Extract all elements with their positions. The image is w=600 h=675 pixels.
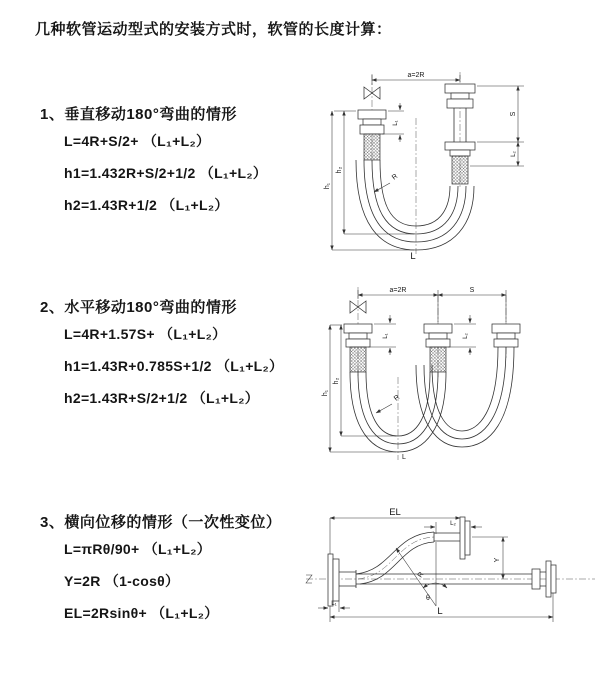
formula-line: L=πRθ/90+ （L₁+L₂）: [64, 541, 212, 557]
section-heading: 2、水平移动180°弯曲的情形: [40, 299, 237, 316]
left-flange: [328, 554, 356, 606]
formula-line: h2=1.43R+S/2+1/2 （L₁+L₂）: [64, 390, 260, 406]
formula-line: h1=1.43R+0.785S+1/2 （L₁+L₂）: [64, 358, 284, 374]
dim-label-y: Y: [494, 557, 501, 563]
diagram-vertical-180-bend: [310, 66, 600, 262]
section-vertical-movement: [40, 103, 267, 221]
section-heading: 1、垂直移动180°弯曲的情形: [40, 106, 237, 123]
dim-label-l2: L₂: [462, 333, 469, 339]
section-lateral-displacement: [40, 511, 281, 629]
dim-label-l2: L₂: [450, 520, 456, 527]
formula-line: L=4R+1.57S+ （L₁+L₂）: [64, 326, 227, 342]
left-hose-fitting: [358, 110, 386, 160]
formula-line: h2=1.43R+1/2 （L₁+L₂）: [64, 197, 229, 213]
dim-label-el: EL: [389, 507, 401, 518]
dim-label-h1: h₁: [322, 389, 329, 397]
shifted-hose-fitting: [492, 324, 520, 347]
braided-hose-section: [452, 156, 468, 184]
dim-label-h1: h₁: [324, 182, 331, 190]
diagram-lateral-displacement: [300, 504, 600, 646]
braided-hose-section: [350, 347, 366, 372]
section-horizontal-movement: [40, 296, 283, 414]
radius-label: R: [390, 172, 400, 182]
formula-line: EL=2Rsinθ+ （L₁+L₂）: [64, 605, 219, 621]
dim-label-l1: L₁: [392, 120, 399, 126]
length-label: L: [410, 251, 416, 262]
dim-label-h2: h₂: [336, 166, 343, 174]
middle-hose-fitting: [424, 324, 452, 372]
radius-label: R: [392, 393, 402, 403]
dim-label-l1: L₁: [331, 600, 337, 607]
dim-label-s: S: [469, 287, 475, 294]
dim-label-h2: h₂: [333, 377, 340, 385]
dim-label-l: L: [437, 606, 443, 617]
dimension-lines: [332, 75, 524, 250]
radius-label: R: [416, 571, 426, 580]
page-title: 几种软管运动型式的安装方式时，软管的长度计算：: [35, 21, 392, 38]
dimension-lines: [318, 518, 553, 622]
dim-label-s: S: [510, 111, 517, 117]
dim-label-l1: L₁: [382, 333, 389, 339]
length-label: L: [402, 454, 406, 461]
formula-line: Y=2R （1-cosθ）: [64, 573, 180, 589]
section-heading: 3、横向位移的情形（一次性变位）: [40, 514, 282, 531]
dim-label-a2r: a=2R: [389, 287, 407, 294]
diagram-horizontal-180-bend: [310, 281, 600, 463]
dim-label-a2r: a=2R: [407, 72, 425, 79]
braided-hose-section: [364, 134, 380, 160]
formula-line: h1=1.432R+S/2+1/2 （L₁+L₂）: [64, 165, 268, 181]
dim-label-l2: L₂: [510, 151, 517, 157]
left-hose-fitting: [344, 324, 372, 372]
theta-label: θ: [426, 595, 430, 602]
formula-line: L=4R+S/2+ （L₁+L₂）: [64, 133, 211, 149]
